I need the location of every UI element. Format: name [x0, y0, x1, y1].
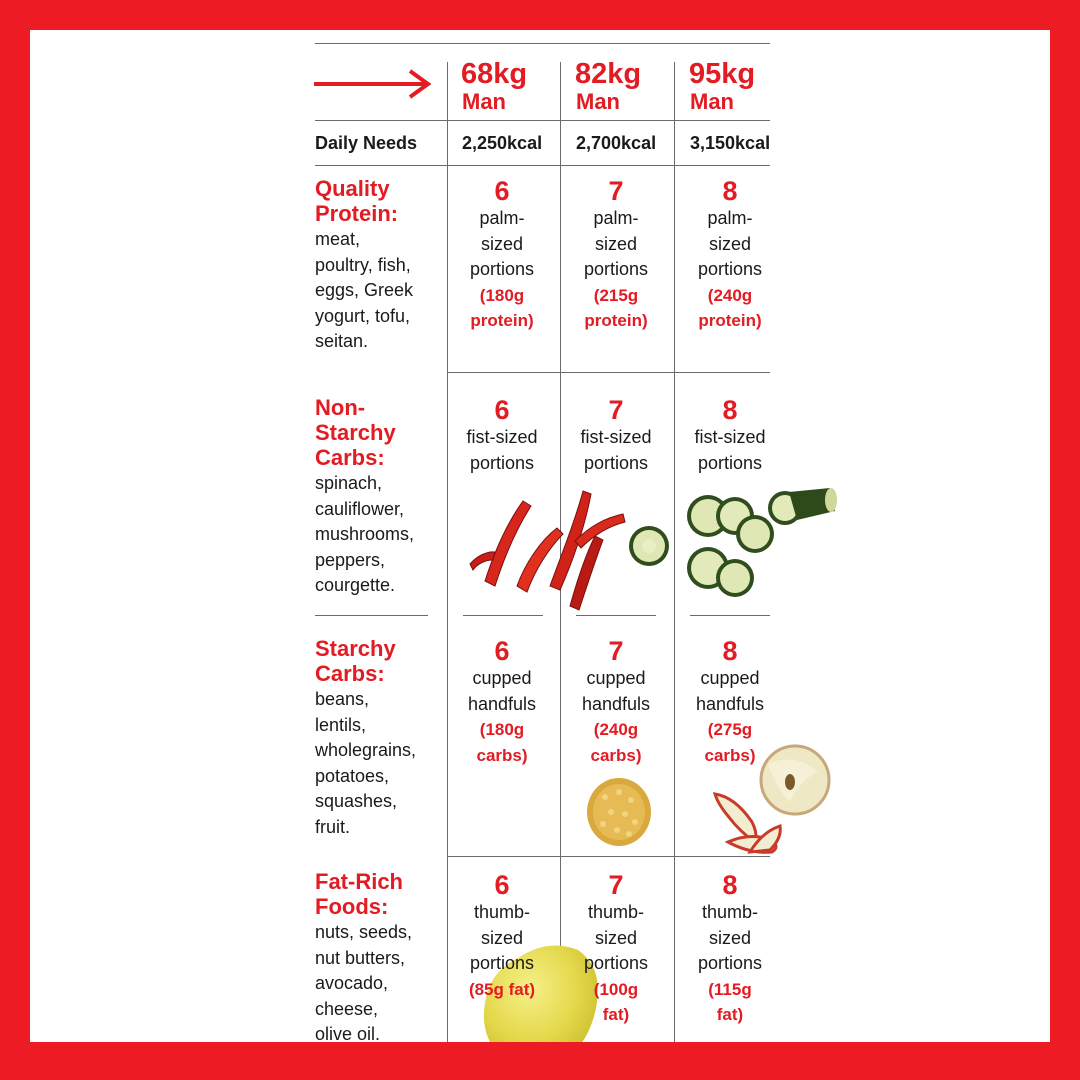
- portion-count: 8: [722, 870, 738, 900]
- portion-unit: thumb- sized portions: [697, 902, 763, 973]
- column-weight: 82kg: [575, 58, 642, 90]
- portion-amount: (180g carbs): [476, 720, 528, 765]
- red-pepper-strips-image: [465, 486, 630, 621]
- portion-count: 8: [722, 176, 738, 206]
- portion-count: 6: [494, 636, 510, 666]
- portion-amount: (240g protein): [698, 285, 762, 330]
- portion-cell-95kg: [673, 636, 787, 768]
- column-label: Man: [576, 89, 620, 114]
- portion-unit: cupped handfuls: [581, 668, 651, 714]
- portion-unit: cupped handfuls: [695, 668, 765, 714]
- portion-unit: thumb- sized portions: [469, 902, 535, 973]
- courgette-slices-image: [685, 486, 837, 604]
- portion-amount: (115g fat): [708, 979, 752, 1024]
- right-arrow-icon: [314, 69, 432, 101]
- portion-count: 7: [608, 870, 624, 900]
- portion-count: 8: [722, 395, 738, 425]
- portion-amount: (85g fat): [468, 979, 536, 999]
- daily-needs-bottom-rule: [315, 165, 770, 166]
- portion-amount: (100g fat): [593, 979, 639, 1024]
- category-foods: nuts, seeds, nut butters, avocado, cheese, olive oil.: [315, 922, 413, 1044]
- nonstarchy-bottom-rule-4: [690, 615, 770, 616]
- portion-unit: cupped handfuls: [467, 668, 537, 714]
- portion-cell-95kg: [673, 176, 787, 334]
- portion-unit: fist-sized portions: [580, 427, 652, 473]
- protein-bottom-rule: [448, 372, 770, 373]
- portion-cell-82kg: [559, 176, 673, 334]
- grain-pile-image: [585, 772, 653, 848]
- portion-cell-68kg: [445, 636, 559, 768]
- column-label: Man: [690, 89, 734, 114]
- category-foods: meat, poultry, fish, eggs, Greek yogurt, tofu, seitan.: [315, 229, 414, 351]
- daily-kcal-68kg: 2,250kcal: [462, 133, 543, 153]
- daily-kcal-95kg: 3,150kcal: [690, 133, 771, 153]
- category-foods: beans, lentils, wholegrains, potatoes, squashes, fruit.: [315, 689, 417, 837]
- column-label: Man: [462, 89, 506, 114]
- category-title: Starchy Carbs:: [315, 636, 396, 686]
- portion-count: 6: [494, 870, 510, 900]
- portion-count: 6: [494, 176, 510, 206]
- portion-unit: palm- sized portions: [583, 208, 649, 279]
- portion-unit: fist-sized portions: [694, 427, 766, 473]
- portion-unit: palm- sized portions: [697, 208, 763, 279]
- courgette-slice-image: [626, 524, 672, 568]
- portion-count: 7: [608, 395, 624, 425]
- header-bottom-rule: [315, 120, 770, 121]
- column-weight: 68kg: [461, 58, 528, 90]
- portion-amount: (275g carbs): [704, 720, 756, 765]
- portion-cell-68kg: [445, 176, 559, 334]
- column-weight: 95kg: [689, 58, 756, 90]
- table-top-rule: [315, 43, 770, 44]
- category-title: Non- Starchy Carbs:: [315, 395, 396, 470]
- portion-cell-95kg: [673, 870, 787, 1028]
- portion-unit: thumb- sized portions: [583, 902, 649, 973]
- daily-kcal-82kg: 2,700kcal: [576, 133, 657, 153]
- nonstarchy-bottom-rule-1: [315, 615, 428, 616]
- portion-cell-68kg: [445, 395, 559, 476]
- portion-cell-82kg: [559, 395, 673, 476]
- category-title: Quality Protein:: [315, 176, 399, 226]
- category-title: Fat-Rich Foods:: [315, 869, 403, 919]
- portion-cell-95kg: [673, 395, 787, 476]
- portion-amount: (215g protein): [584, 285, 648, 330]
- portion-unit: palm- sized portions: [469, 208, 535, 279]
- portion-amount: (240g carbs): [590, 720, 642, 765]
- portion-count: 7: [608, 176, 624, 206]
- category-foods: spinach, cauliflower, mushrooms, peppers, courgette.: [315, 473, 415, 595]
- daily-needs-label: Daily Needs: [315, 133, 418, 153]
- portion-cell-82kg: [559, 870, 673, 1028]
- portion-count: 6: [494, 395, 510, 425]
- portion-count: 7: [608, 636, 624, 666]
- portion-unit: fist-sized portions: [466, 427, 538, 473]
- portion-cell-68kg: [445, 870, 559, 1002]
- portion-amount: (180g protein): [470, 285, 534, 330]
- portion-count: 8: [722, 636, 738, 666]
- portion-cell-82kg: [559, 636, 673, 768]
